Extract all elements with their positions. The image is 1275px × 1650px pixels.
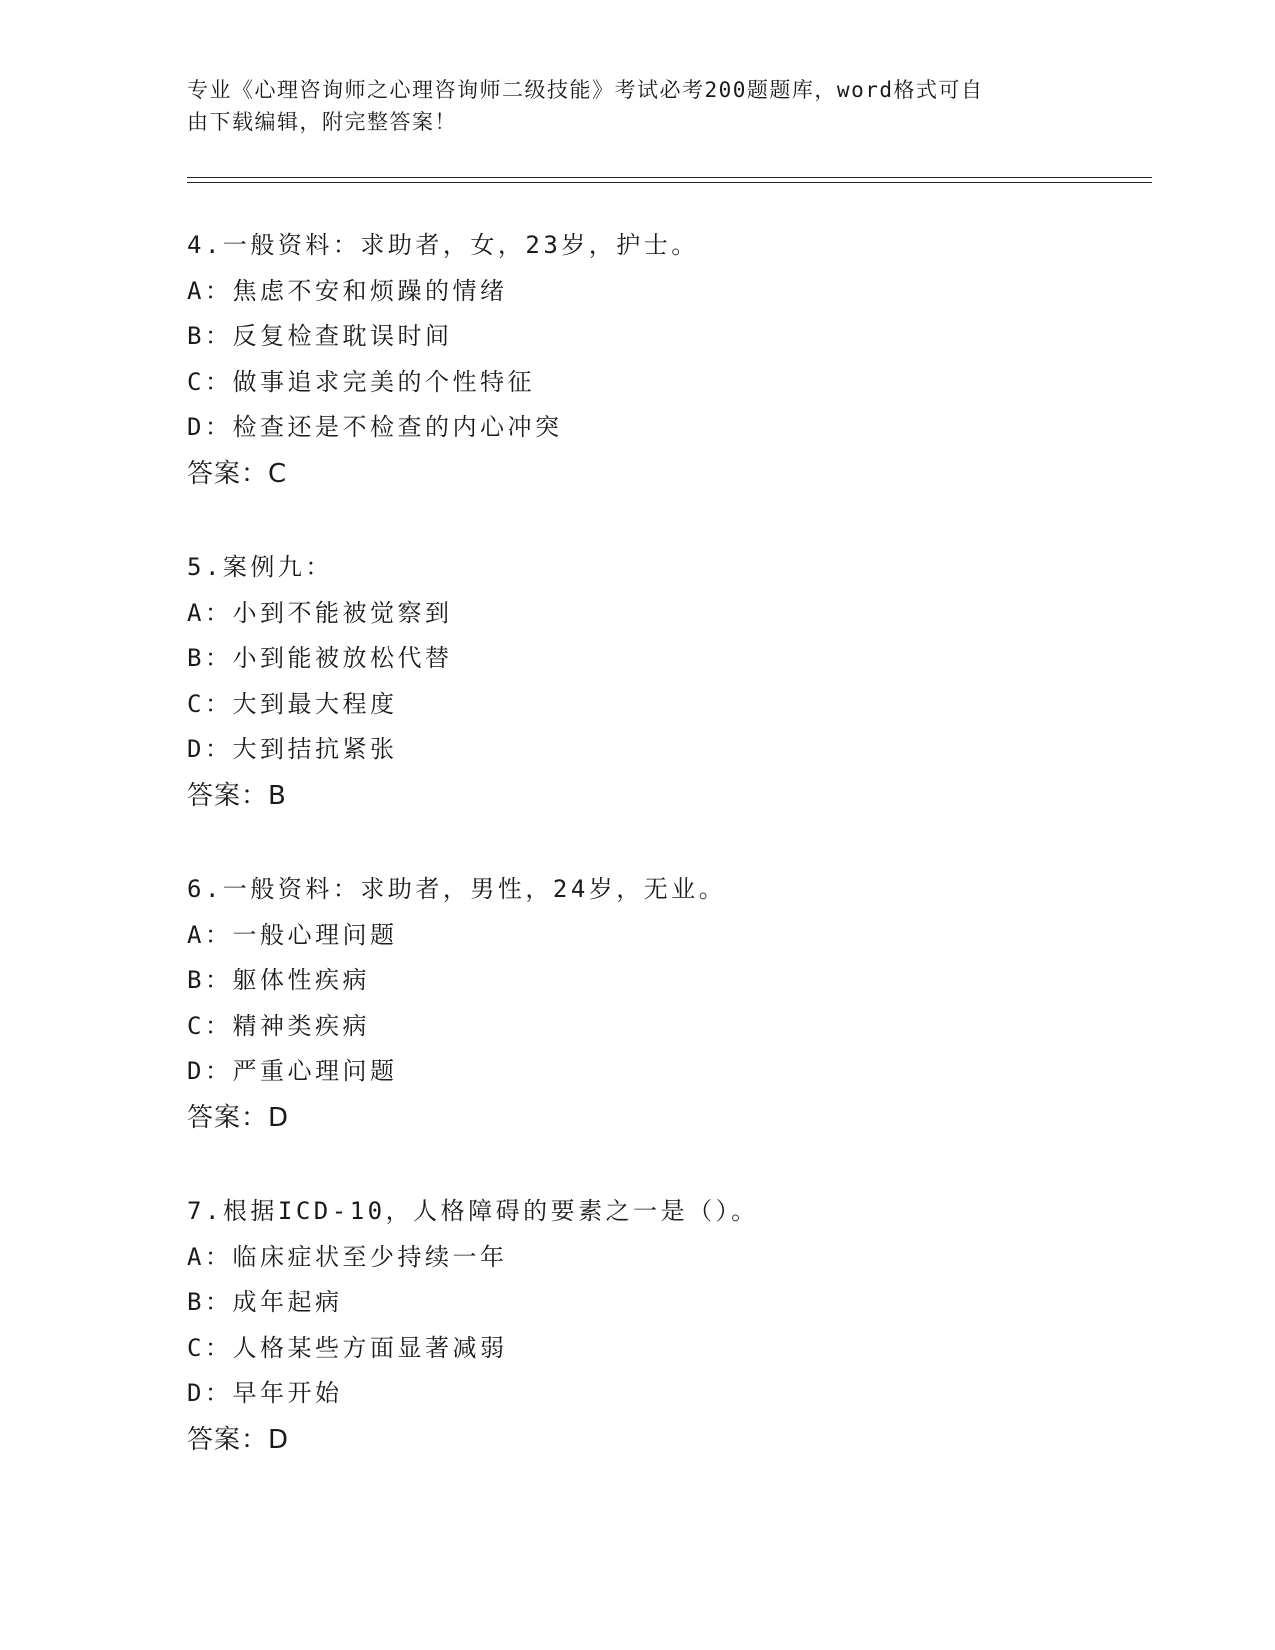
option-a: A：一般心理问题	[187, 920, 398, 949]
option-a: A：焦虑不安和烦躁的情绪	[187, 276, 508, 305]
header-divider-top	[187, 177, 1152, 178]
option-c: C：大到最大程度	[187, 689, 398, 718]
option-d: D：大到拮抗紧张	[187, 735, 398, 763]
option-c: C：做事追求完美的个性特征	[187, 367, 535, 396]
header-line-2: 由下载编辑，附完整答案！	[187, 110, 457, 134]
option-d: D：早年开始	[187, 1379, 343, 1407]
option-a: A：临床症状至少持续一年	[187, 1242, 508, 1271]
option-b: B：小到能被放松代替	[187, 644, 453, 672]
answer-line: 答案：B	[187, 780, 287, 811]
option-a: A：小到不能被觉察到	[187, 598, 453, 627]
question-stem: 6.一般资料：求助者，男性，24岁，无业。	[187, 875, 727, 903]
option-b: B：反复检查耽误时间	[187, 322, 453, 350]
header-line-1: 专业《心理咨询师之心理咨询师二级技能》考试必考200题题库，word格式可自	[187, 78, 984, 102]
answer-line: 答案：C	[187, 458, 288, 489]
question-stem: 5.案例九：	[187, 553, 333, 581]
document-header	[187, 74, 1067, 138]
question-block	[187, 223, 1147, 497]
answer-line: 答案：D	[187, 1424, 290, 1455]
option-b: B：躯体性疾病	[187, 966, 370, 994]
header-divider-bottom	[187, 182, 1152, 183]
option-d: D：检查还是不检查的内心冲突	[187, 413, 563, 441]
option-b: B：成年起病	[187, 1288, 343, 1316]
question-block	[187, 867, 1147, 1141]
option-c: C：精神类疾病	[187, 1011, 370, 1040]
question-block	[187, 1189, 1147, 1463]
answer-line: 答案：D	[187, 1102, 290, 1133]
option-d: D：严重心理问题	[187, 1057, 398, 1085]
option-c: C：人格某些方面显著减弱	[187, 1333, 508, 1362]
question-stem: 7.根据ICD-10，人格障碍的要素之一是（）。	[187, 1197, 759, 1225]
question-stem: 4.一般资料：求助者，女，23岁，护士。	[187, 231, 699, 259]
question-block	[187, 545, 1147, 819]
